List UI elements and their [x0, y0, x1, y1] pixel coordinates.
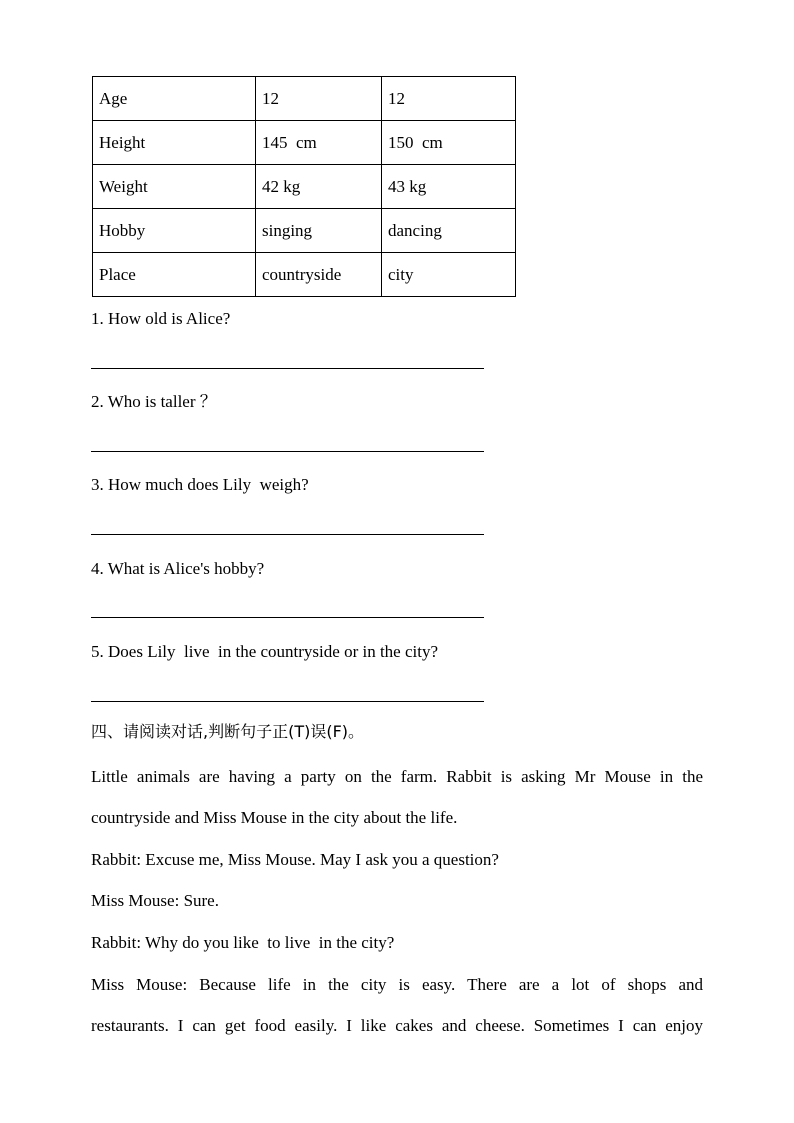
question-3: 3. How much does Lily weigh?	[91, 475, 309, 494]
table-cell: Age	[93, 77, 256, 121]
table-row	[93, 209, 516, 253]
section-heading: 四、请阅读对话,判断句子正(T)误(F)。	[91, 722, 365, 741]
table-cell: dancing	[382, 209, 516, 253]
table-cell: countryside	[256, 253, 382, 297]
question-2: 2. Who is taller ？	[91, 392, 217, 411]
question-1: 1. How old is Alice?	[91, 309, 231, 328]
passage-line: restaurants. I can get food easily. I like cakes and cheese. Sometimes I can enjoy	[91, 1016, 703, 1035]
passage-line: Miss Mouse: Sure.	[91, 891, 219, 910]
passage-line: countryside and Miss Mouse in the city about the life.	[91, 808, 458, 827]
table-cell: Place	[93, 253, 256, 297]
table-cell: 42 kg	[256, 165, 382, 209]
passage-line: Miss Mouse: Because life in the city is easy. There are a lot of shops and	[91, 975, 703, 994]
answer-line-2[interactable]	[91, 451, 484, 452]
table-cell: 12	[256, 77, 382, 121]
answer-line-1[interactable]	[91, 368, 484, 369]
passage-line: Rabbit: Excuse me, Miss Mouse. May I ask you a question?	[91, 850, 499, 869]
passage-line: Rabbit: Why do you like to live in the city?	[91, 933, 395, 952]
table-cell: Weight	[93, 165, 256, 209]
table-cell: 12	[382, 77, 516, 121]
table-row	[93, 77, 516, 121]
table-cell: 145 cm	[256, 121, 382, 165]
table-row	[93, 165, 516, 209]
answer-line-4[interactable]	[91, 617, 484, 618]
question-5: 5. Does Lily live in the countryside or in the city?	[91, 642, 439, 661]
passage-line: Little animals are having a party on the farm. Rabbit is asking Mr Mouse in the	[91, 767, 703, 786]
info-table	[92, 76, 516, 297]
table-cell: Hobby	[93, 209, 256, 253]
table-cell: Height	[93, 121, 256, 165]
table-cell: city	[382, 253, 516, 297]
question-4: 4. What is Alice's hobby?	[91, 559, 265, 578]
table-row	[93, 253, 516, 297]
table-row	[93, 121, 516, 165]
table-cell: singing	[256, 209, 382, 253]
answer-line-5[interactable]	[91, 701, 484, 702]
table-cell: 150 cm	[382, 121, 516, 165]
answer-line-3[interactable]	[91, 534, 484, 535]
table-cell: 43 kg	[382, 165, 516, 209]
